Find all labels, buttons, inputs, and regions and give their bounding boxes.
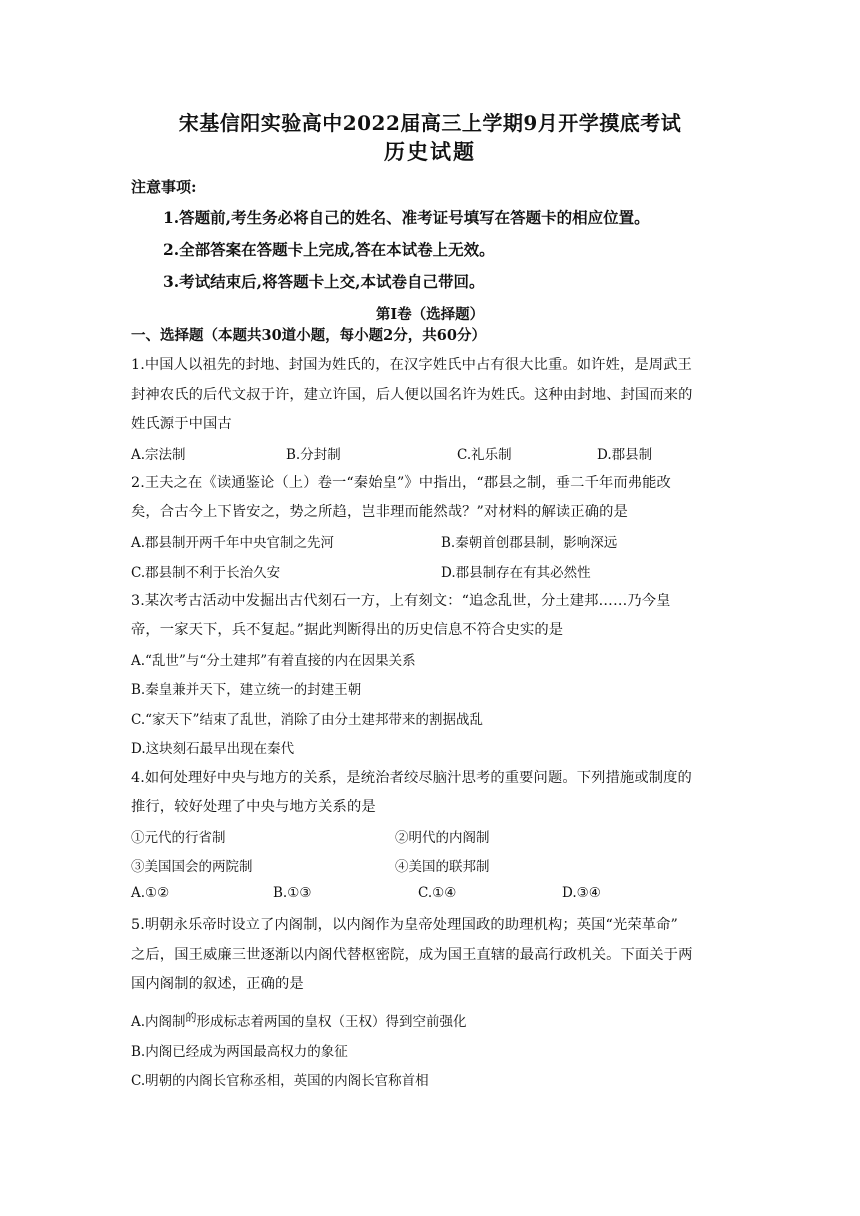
question-5-line: 国内阁制的叙述，正确的是: [131, 976, 304, 992]
question-1-option-b: B.分封制: [286, 447, 341, 463]
question-4-option-a: A.①②: [131, 885, 170, 901]
question-3-option-a: A.“乱世”与“分土建邦”有着直接的内在因果关系: [131, 653, 416, 669]
question-5-option-c: C.明朝的内阁长官称丞相，英国的内阁长官称首相: [131, 1073, 429, 1089]
question-4-item: ④美国的联邦制: [395, 859, 490, 875]
question-1-option-d: D.郡县制: [597, 447, 653, 463]
question-2-option-d: D.郡县制存在有其必然性: [441, 565, 591, 581]
question-5-line: 之后，国王威廉三世逐渐以内阁代替枢密院，成为国王直辖的最高行政机关。下面关于两: [131, 947, 693, 963]
question-1-option-a: A.宗法制: [131, 447, 186, 463]
notice-item: 1.答题前,考生务必将自己的姓名、准考证号填写在答题卡的相应位置。: [163, 208, 650, 227]
question-3-option-d: D.这块刻石最早出现在秦代: [131, 741, 295, 757]
question-3-option-c: C.“家天下”结束了乱世，消除了由分土建邦带来的割据战乱: [131, 712, 483, 728]
question-4-option-c: C.①④: [418, 885, 457, 901]
question-1-line: 姓氏源于中国古: [131, 416, 232, 432]
exam-title: 宋基信阳实验高中2022届高三上学期9月开学摸底考试: [178, 111, 682, 135]
question-5-option-a: [131, 1010, 467, 1030]
question-2-option-a: A.郡县制开两千年中央官制之先河: [131, 535, 335, 551]
volume-title: 第Ⅰ卷（选择题）: [375, 306, 485, 323]
question-1-line: 1.中国人以祖先的封地、封国为姓氏的，在汉字姓氏中占有很大比重。如许姓，是周武王: [131, 357, 692, 373]
question-1-line: 封神农氏的后代文叔于许，建立许国，后人便以国名许为姓氏。这种由封地、封国而来的: [131, 387, 693, 403]
question-2-line: 2.王夫之在《读通鉴论（上）卷一“秦始皇”》中指出，“郡县之制，垂二千年而弗能改: [131, 475, 671, 491]
notice-item: 3.考试结束后,将答题卡上交,本试卷自己带回。: [163, 272, 485, 291]
option-a-text-start: A.内阁制: [131, 1014, 186, 1030]
question-4-option-d: D.③④: [562, 885, 601, 901]
question-2-option-c: C.郡县制不利于长治久安: [131, 565, 281, 581]
question-2-line: 矣，合古今上下皆安之，势之所趋，岂非理而能然哉？”对材料的解读正确的是: [131, 504, 628, 520]
question-4-item: ②明代的内阁制: [395, 830, 490, 846]
question-5-line: 5.明朝永乐帝时设立了内阁制，以内阁作为皇帝处理国政的助理机构；英国“光荣革命”: [131, 917, 678, 933]
section-title: 一、选择题（本题共30道小题，每小题2分，共60分）: [131, 327, 486, 344]
question-3-line: 3.某次考古活动中发掘出古代刻石一方，上有刻文：“追念乱世，分土建邦……乃今皇: [131, 593, 671, 609]
superscript-glyph: 的: [185, 1011, 197, 1024]
notice-heading: 注意事项:: [131, 178, 197, 196]
question-4-line: 4.如何处理好中央与地方的关系，是统治者绞尽脑汁思考的重要问题。下列措施或制度的: [131, 770, 692, 786]
question-3-option-b: B.秦皇兼并天下，建立统一的封建王朝: [131, 682, 362, 698]
question-4-item: ③美国国会的两院制: [131, 859, 253, 875]
question-4-option-b: B.①③: [273, 885, 312, 901]
notice-item: 2.全部答案在答题卡上完成,答在本试卷上无效。: [163, 240, 495, 259]
exam-subtitle: 历史试题: [384, 139, 476, 164]
question-4-line: 推行，较好处理了中央与地方关系的是: [131, 799, 376, 815]
question-4-item: ①元代的行省制: [131, 830, 226, 846]
question-1-option-c: C.礼乐制: [457, 447, 512, 463]
question-5-option-b: B.内阁已经成为两国最高权力的象征: [131, 1044, 348, 1060]
question-2-option-b: B.秦朝首创郡县制，影响深远: [441, 535, 618, 551]
option-a-text-end: 形成标志着两国的皇权（王权）得到空前强化: [196, 1014, 467, 1030]
question-3-line: 帝，一家天下，兵不复起。”据此判断得出的历史信息不符合史实的是: [131, 622, 564, 638]
